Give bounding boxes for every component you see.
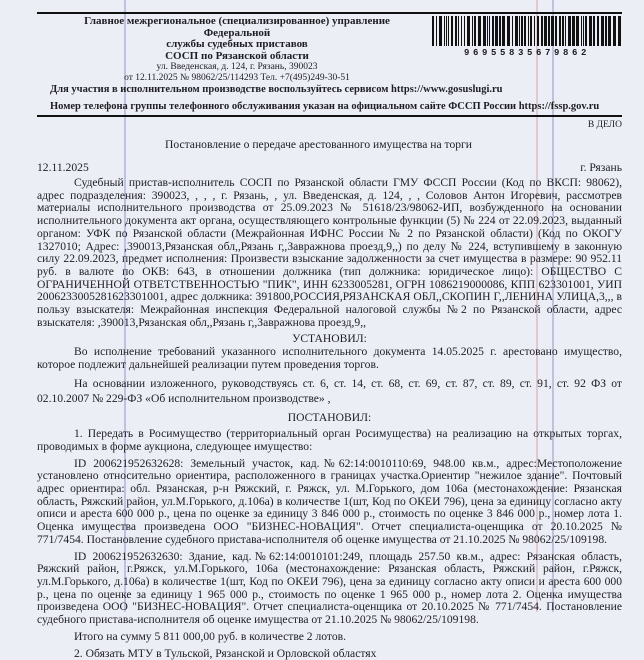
barcode-bar [495, 16, 498, 46]
barcode-digits: 96955835679862 [432, 48, 622, 58]
barcode-bar [487, 16, 488, 46]
date-line [37, 161, 622, 174]
barcode-bar [597, 16, 599, 46]
barcode-bar [568, 16, 571, 46]
barcode-bar [521, 16, 523, 46]
barcode-bar [489, 16, 490, 46]
lot-2: ID 200621952632630: Здание, кад.№62:14:0010101:249, площадь 257.50 кв.м., адрес: Рязанская область, Ряжский район, г.Ряжск, ул.М.Горького, 106а (местонахождение: Рязанская область, Ряжский район, г.Ряжск, ул.М.Горького, д.106а) в количестве 1(шт, Код по ОКЕИ 796), цена за единицу согласно акту описи и ареста 600 000 р., цена по оценке за единицу 1 965 000 р., стоимость по оценке 1 965 000 р., номер лота 2. Оценка имущества произведена ООО "БИЗНЕС-НОВАЦИЯ". Отчет специалиста-оценщика от 20.10.2025 № 771/7454. Постановление судебного пристава-исполнителя об оценке имущества от 21.10.2025 № 98062/25/109198. [37, 551, 622, 627]
barcode-bar [515, 16, 518, 46]
barcode-bar [548, 16, 550, 46]
barcode-bar [467, 16, 470, 46]
document-title: Постановление о передаче арестованного имущества на торги [37, 138, 622, 151]
barcode-bar [446, 16, 447, 46]
barcode-bar [572, 16, 575, 46]
barcode-bar [608, 16, 611, 46]
barcode-bar [559, 16, 561, 46]
barcode-bar [601, 16, 604, 46]
established-text: Во исполнение требований указанного исполнительного документа 14.05.2025 г. арестовано имущество, которое подлежит дальнейшей реализации путем проведения торгов. [37, 346, 622, 371]
barcode-bar [464, 16, 465, 46]
barcode-bar [483, 16, 486, 46]
barcode-bar [544, 16, 547, 46]
barcode-bar [519, 16, 520, 46]
barcode-bar [524, 16, 526, 46]
barcode-bar [461, 16, 462, 46]
resolved-heading: ПОСТАНОВИЛ: [37, 412, 622, 425]
issuer-org: Главное межрегиональное (специализированное) управление Федеральной [52, 16, 422, 39]
issuer-address: ул. Введенская, д. 124, г. Рязань, 390023 [52, 62, 422, 73]
barcode-bar [502, 16, 505, 46]
barcode-bar [474, 16, 476, 46]
barcode-bar [537, 16, 539, 46]
barcode-bar [618, 16, 621, 46]
barcode-bar [455, 16, 457, 46]
intro-paragraph: Судебный пристав-исполнитель СОСП по Рязанской области ГМУ ФССП России (Код по ВКСП: 98062), адрес подразделения: 390023, , , , г. Рязань, , ул. Введенская, д. 124, , , Соловов Антон Игоревич, рассмотрев материалы исполнительного производства от 25.09.2023 № 51618/23/98062-ИП, возбужденного на основании исполнительного документа акт органа, осуществляющего контрольные функции (5) № 224 от 22.09.2023, выданный органом: УФК по Рязанской области (Межрайонная ИФНС России № 2 по Рязанской области) (Код по ОКОГУ 1327010; Адрес: ,390013,Рязанская обл,,Рязань г,,Завражнова проезд,9,,) по делу № 224, вступившему в законную силу 22.09.2023, предмет исполнения: Произвести взыскание задолженности за счет имущества в размере: 90 952.11 руб. в валюте по ОКВ: 643, в отношении должника (тип должника: юридическое лицо): ОБЩЕСТВО С ОГРАНИЧЕННОЙ ОТВЕТСТВЕННОСТЬЮ "ПИК", ИНН 6233005281, ОГРН 1086219000086, КПП 623301001, УИП 2006233005281623301001, адрес должника: 391800,РОССИЯ,РЯЗАНСКАЯ ОБЛ,,СКОПИН Г,,ЛЕНИНА УЛИЦА,3,,, в пользу взыскателя: Межрайонная инспекция Федеральной налоговой службы №2 по Рязанской области, адрес взыскателя: ,390013,Рязанская обл,,Рязань г,,Завражнова проезд,9,, [37, 177, 622, 329]
barcode-box [432, 16, 622, 58]
barcode-bar [499, 16, 501, 46]
barcode-bar [444, 16, 445, 46]
barcode-bar [534, 16, 535, 46]
barcode-bar [448, 16, 449, 46]
issuer-ref: от 12.11.2025 № 98062/25/114293 Тел. +7(495)249-30-51 [52, 73, 422, 84]
barcode-bar [593, 16, 595, 46]
lot-1: ID 200621952632628: Земельный участок, кад.№62:14:0010110:69, 948.00 кв.м., адрес:Местоположение установлено относительно ориентира, расположенного в границах участка.Ориентир "нежилое здание". Почтовый адрес ориентира: обл. Рязанская, р-н Ряжский, г. Ряжск, ул. М.Горького, дом 106а (местонахождение: Рязанская область, Ряжский район, ул.М.Горького, д.106а) в количестве 1(шт, Код по ОКЕИ 796), цена за единицу согласно акту описи и ареста 600 000 р., цена по оценке за единицу 3 846 000 р., стоимость по оценке 3 846 000 р., номер лота 1. Оценка имущества произведена ООО "БИЗНЕС-НОВАЦИЯ". Отчет специалиста-оценщика от 20.10.2025 № 771/7454. Постановление судебного пристава-исполнителя об оценке имущества от 21.10.2025 № 98062/25/109198. [37, 458, 622, 547]
barcode-bar [528, 16, 529, 46]
issuer-division: СОСП по Рязанской области [52, 51, 422, 63]
barcode-bar [507, 16, 510, 46]
barcode [432, 16, 622, 46]
barcode-bar [613, 16, 616, 46]
barcode-bar [562, 16, 564, 46]
barcode-bar [565, 16, 566, 46]
barcode-bar [472, 16, 473, 46]
barcode-bar [492, 16, 494, 46]
header [37, 14, 622, 83]
item-1: 1. Передать в Росимущество (территориальный орган Росимущества) на реализацию на открытых торгах, проводимых в форме аукциона, следующее имущество: [37, 428, 622, 453]
barcode-bar [439, 16, 442, 46]
barcode-bar [589, 16, 592, 46]
document-date: 12.11.2025 [37, 161, 89, 174]
barcode-bar [555, 16, 557, 46]
barcode-bar [551, 16, 554, 46]
total-line: Итого на сумму 5 811 000,00 руб. в количестве 2 лотов. [37, 631, 622, 644]
barcode-bar [478, 16, 481, 46]
barcode-bar [583, 16, 584, 46]
file-stamp: В ДЕЛО [37, 120, 622, 130]
phone-note: Номер телефона группы телефонного обслуживания указан на официальном сайте ФССП России https://fssp.gov.ru [50, 100, 622, 113]
barcode-bar [530, 16, 532, 46]
barcode-bar [605, 16, 607, 46]
barcode-bar [458, 16, 459, 46]
barcode-bar [576, 16, 579, 46]
item-2: 2. Обязать МТУ в Тульской, Рязанской и Орловской областях [37, 648, 622, 660]
gosuslugi-note: Для участия в исполнительном производстве воспользуйтесь сервисом https://www.gosuslugi.ru [50, 83, 622, 96]
barcode-bar [436, 16, 437, 46]
document-city: г. Рязань [580, 161, 622, 174]
basis-text: На основании изложенного, руководствуясь ст. 6, ст. 14, ст. 68, ст. 69, ст. 87, ст. 89, ст. 91, ст. 92 ФЗ от 02.10.2007 № 229-ФЗ «Об исполнительном производстве» , [37, 376, 622, 406]
issuer-block [52, 16, 422, 83]
barcode-bar [585, 16, 587, 46]
header-bottom-rule [37, 115, 622, 117]
barcode-bar [512, 16, 513, 46]
barcode-bar [451, 16, 453, 46]
barcode-bar [432, 16, 434, 46]
barcode-bar [541, 16, 543, 46]
issuer-service: службы судебных приставов [52, 39, 422, 51]
barcode-bar [581, 16, 582, 46]
established-heading: УСТАНОВИЛ: [37, 333, 622, 346]
